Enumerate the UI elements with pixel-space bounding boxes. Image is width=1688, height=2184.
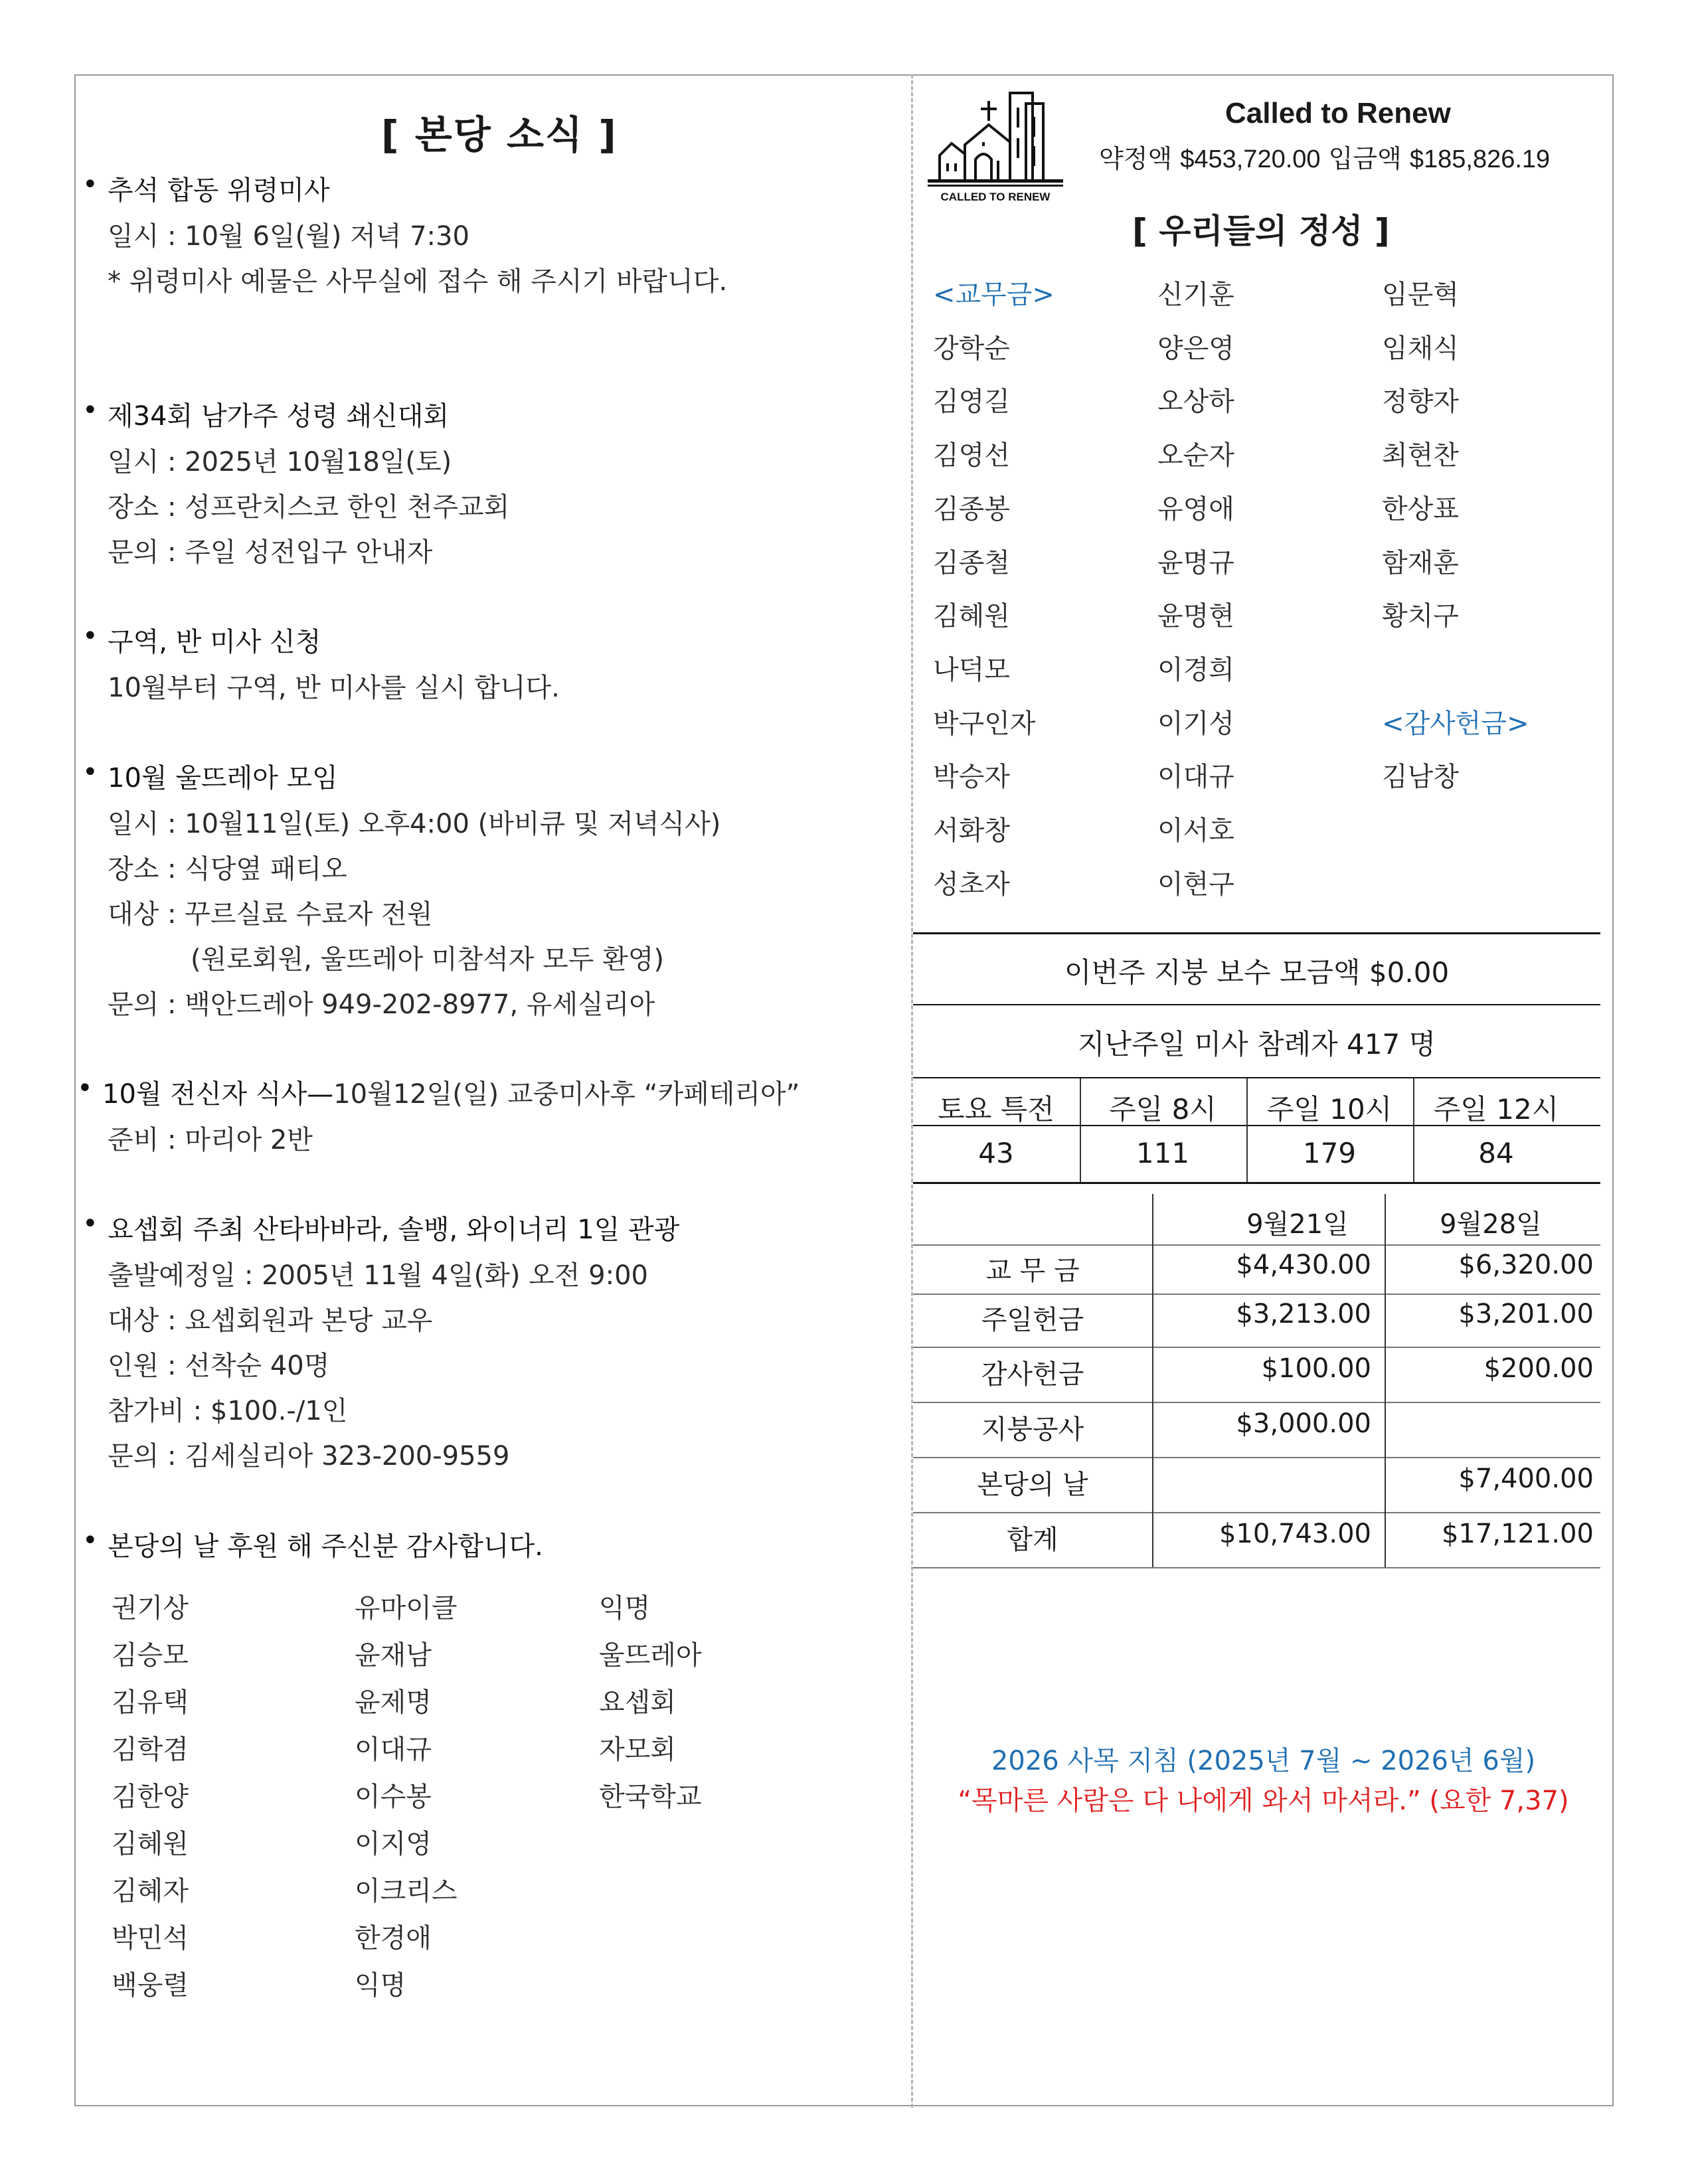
ultreya-target-note: (원로회원, 울뜨레아 미참석자 모두 환영): [191, 944, 665, 975]
memorial-mass-datetime: 일시 : 10월 6일(월) 저녁 7:30: [108, 221, 469, 252]
conference-place: 장소 : 성프란치스코 한인 천주교회: [108, 492, 510, 523]
donor-name: 김유택: [112, 1687, 189, 1718]
campaign-amounts: [1099, 138, 1550, 175]
finance-row-label: 지붕공사: [981, 1414, 1084, 1445]
offering-name: 신기훈: [1157, 280, 1234, 310]
offering-name: 오상하: [1157, 386, 1234, 418]
campaign-title: Called to Renew: [1225, 97, 1451, 129]
ultreya-contact: 문의 : 백안드레아 949-202-8977, 유세실리아: [108, 989, 655, 1020]
attendance-header: 주일 12시: [1433, 1093, 1559, 1126]
offering-name: 성초자: [933, 869, 1010, 900]
finance-amount-week1: $3,000.00: [1236, 1408, 1371, 1439]
donor-name: 김혜자: [112, 1876, 189, 1906]
offering-name: 김영길: [933, 386, 1010, 418]
table-column-rule: [1385, 1194, 1386, 1567]
offering-name: 임채식: [1382, 333, 1459, 364]
table-column-rule: [1152, 1194, 1153, 1567]
finance-row-label: 합계: [1007, 1525, 1058, 1555]
news-item-ultreya: • 10월 울뜨레아 모임: [108, 757, 338, 795]
finance-row-label: 주일헌금: [981, 1305, 1084, 1335]
attendance-header: 토요 특전: [938, 1093, 1055, 1126]
table-column-rule: [1080, 1078, 1081, 1182]
finance-amount-week2: $17,121.00: [1441, 1519, 1594, 1549]
donor-name: 울뜨레아: [599, 1640, 702, 1671]
donor-name: 권기상: [112, 1593, 189, 1624]
conference-contact: 문의 : 주일 성전입구 안내자: [108, 537, 433, 568]
offering-name: 황치구: [1382, 601, 1459, 632]
donor-name: 한경애: [355, 1923, 432, 1954]
donor-name: 익명: [355, 1970, 406, 2001]
donor-name: 김한양: [112, 1782, 189, 1812]
offering-name: 서화창: [933, 815, 1010, 846]
offering-name: 김종철: [933, 547, 1010, 578]
offering-category: <감사헌금>: [1382, 708, 1529, 739]
offering-name: 이현구: [1157, 869, 1234, 900]
donor-name: 요셉회: [599, 1687, 676, 1718]
offering-name: 박승자: [933, 762, 1010, 793]
news-item-joseph-tour: • 요셉회 주최 산타바바라, 솔뱅, 와이너리 1일 관광: [108, 1209, 679, 1246]
offering-name: 양은영: [1157, 333, 1234, 364]
news-item-thanks: • 본당의 날 후원 해 주신분 감사합니다.: [108, 1525, 543, 1563]
offering-name: 박구인자: [933, 708, 1036, 739]
table-rule: [913, 1294, 1600, 1295]
table-rule: [913, 1347, 1600, 1348]
offering-name: 김종봉: [933, 493, 1010, 525]
finance-amount-week2: $6,320.00: [1458, 1250, 1594, 1280]
parish-meal-detail: 10월12일(일) 교중미사후 “카페테리아”: [333, 1079, 800, 1110]
news-item-district-mass: • 구역, 반 미사 신청: [108, 621, 321, 659]
offering-name: 한상표: [1382, 493, 1459, 525]
table-rule: [913, 1182, 1600, 1184]
finance-date: 9월28일: [1440, 1209, 1542, 1240]
tour-departure: 출발예정일 : 2005년 11월 4일(화) 오전 9:00: [108, 1260, 648, 1291]
attendance-header: 주일 10시: [1266, 1093, 1393, 1126]
tour-capacity: 인원 : 선착순 40명: [108, 1351, 330, 1381]
donor-name: 이지영: [355, 1829, 432, 1859]
offering-name: 윤명현: [1157, 601, 1234, 632]
called-to-renew-logo: [925, 81, 1066, 207]
finance-amount-week2: $7,400.00: [1458, 1464, 1594, 1494]
tour-fee: 참가비 : $100.-/1인: [108, 1396, 348, 1426]
offering-name: 이기성: [1157, 708, 1234, 739]
finance-amount-week1: $10,743.00: [1219, 1519, 1371, 1549]
finance-amount-week1: $4,430.00: [1236, 1250, 1371, 1280]
finance-date: 9월21일: [1246, 1209, 1349, 1240]
donor-name: 박민석: [112, 1923, 189, 1954]
conference-date: 일시 : 2025년 10월18일(토): [108, 447, 452, 477]
tour-target: 대상 : 요셉회원과 본당 교우: [108, 1305, 433, 1336]
parish-meal-prep: 준비 : 마리아 2반: [108, 1125, 313, 1155]
offering-name: 김혜원: [933, 601, 1010, 632]
donor-name: 이대규: [355, 1734, 432, 1765]
news-title: [ 본당 소식 ]: [381, 112, 618, 157]
offering-name: 유영애: [1157, 493, 1234, 525]
offering-name: 강학순: [933, 333, 1010, 364]
table-rule: [913, 1512, 1600, 1513]
district-mass-info: 10월부터 구역, 반 미사를 실시 합니다.: [108, 673, 560, 703]
offering-name: 김영선: [933, 440, 1010, 471]
paid-label: 입금액: [1328, 144, 1402, 173]
scripture-quote: “목마른 사람은 다 나에게 와서 마셔라.” (요한 7,37): [958, 1786, 1569, 1816]
finance-amount-week1: $100.00: [1261, 1353, 1371, 1384]
table-rule: [913, 1244, 1600, 1246]
donor-name: 자모회: [599, 1734, 676, 1765]
donor-name: 윤재남: [355, 1640, 432, 1671]
donor-name: 이크리스: [355, 1876, 458, 1906]
table-rule: [913, 1567, 1600, 1568]
offering-name: 나덕모: [933, 654, 1010, 685]
section-rule: [913, 1004, 1600, 1005]
pledge-label: 약정액: [1099, 144, 1173, 173]
donor-name: 김혜원: [112, 1829, 189, 1859]
finance-row-label: 교 무 금: [985, 1256, 1080, 1286]
donor-name: 유마이클: [355, 1593, 458, 1624]
attendance-count: 179: [1302, 1137, 1357, 1169]
attendance-count: 84: [1478, 1137, 1514, 1169]
offering-name: 이대규: [1157, 762, 1234, 793]
finance-amount-week2: $200.00: [1483, 1353, 1594, 1384]
news-item-parish-meal: [102, 1073, 800, 1111]
offerings-column: [913, 74, 1614, 2106]
donor-name: 김학겸: [112, 1734, 189, 1765]
donor-name: 익명: [599, 1593, 651, 1624]
finance-amount-week1: $3,213.00: [1236, 1299, 1371, 1329]
table-column-rule: [1246, 1078, 1248, 1182]
finance-row-label: 감사헌금: [981, 1359, 1084, 1390]
parish-meal-heading: 10월 전신자 식사—: [102, 1079, 334, 1110]
tour-contact: 문의 : 김세실리아 323-200-9559: [108, 1441, 510, 1471]
news-item-renewal-conference: • 제34회 남가주 성령 쇄신대회: [108, 395, 449, 433]
donor-name: 이수봉: [355, 1782, 432, 1812]
offering-name: 윤명규: [1157, 547, 1234, 578]
donor-name: 김승모: [112, 1640, 189, 1671]
ultreya-datetime: 일시 : 10월11일(토) 오후4:00 (바비큐 및 저녁식사): [108, 809, 721, 839]
table-column-rule: [1413, 1078, 1414, 1182]
offering-name: 정향자: [1382, 386, 1459, 418]
offering-name: 최현찬: [1382, 440, 1459, 471]
donor-name: 백웅렬: [112, 1970, 189, 2001]
offering-name: 오순자: [1157, 440, 1234, 471]
news-item-memorial-mass: • 추석 합동 위령미사: [108, 169, 330, 207]
offering-category: <교무금>: [933, 280, 1055, 310]
logo-caption: CALLED TO RENEW: [940, 191, 1051, 203]
pledge-amount: $453,720.00: [1180, 145, 1321, 173]
table-rule: [913, 1125, 1600, 1126]
table-rule: [913, 1402, 1600, 1403]
offering-name: 이서호: [1157, 815, 1234, 846]
table-rule: [913, 1457, 1600, 1458]
offerings-title: [ 우리들의 정성 ]: [1132, 212, 1390, 250]
section-rule: [913, 932, 1600, 934]
offering-name: 김남창: [1382, 762, 1459, 793]
offering-name: 함재훈: [1382, 547, 1459, 578]
finance-row-label: 본당의 날: [977, 1470, 1088, 1500]
parish-news-column: [74, 74, 911, 2106]
attendance-title: 지난주일 미사 참례자 417 명: [1077, 1028, 1436, 1060]
section-rule: [913, 1077, 1600, 1078]
attendance-count: 43: [978, 1137, 1014, 1169]
offering-name: 임문혁: [1382, 280, 1459, 310]
ultreya-place: 장소 : 식당옆 패티오: [108, 854, 347, 884]
finance-amount-week2: $3,201.00: [1458, 1299, 1594, 1329]
offering-name: 이경희: [1157, 654, 1234, 685]
donor-name: 윤제명: [355, 1687, 432, 1718]
attendance-header: 주일 8시: [1109, 1093, 1217, 1126]
attendance-count: 111: [1136, 1137, 1190, 1169]
pastoral-guideline: 2026 사목 지침 (2025년 7월 ~ 2026년 6월): [991, 1746, 1536, 1776]
weekly-collection: 이번주 지붕 보수 모금액 $0.00: [1064, 956, 1450, 989]
ultreya-target: 대상 : 꾸르실료 수료자 전원: [108, 899, 433, 930]
memorial-mass-note: * 위령미사 예물은 사무실에 접수 해 주시기 바랍니다.: [108, 266, 728, 297]
paid-amount: $185,826.19: [1409, 145, 1551, 173]
donor-name: 한국학교: [599, 1782, 702, 1812]
